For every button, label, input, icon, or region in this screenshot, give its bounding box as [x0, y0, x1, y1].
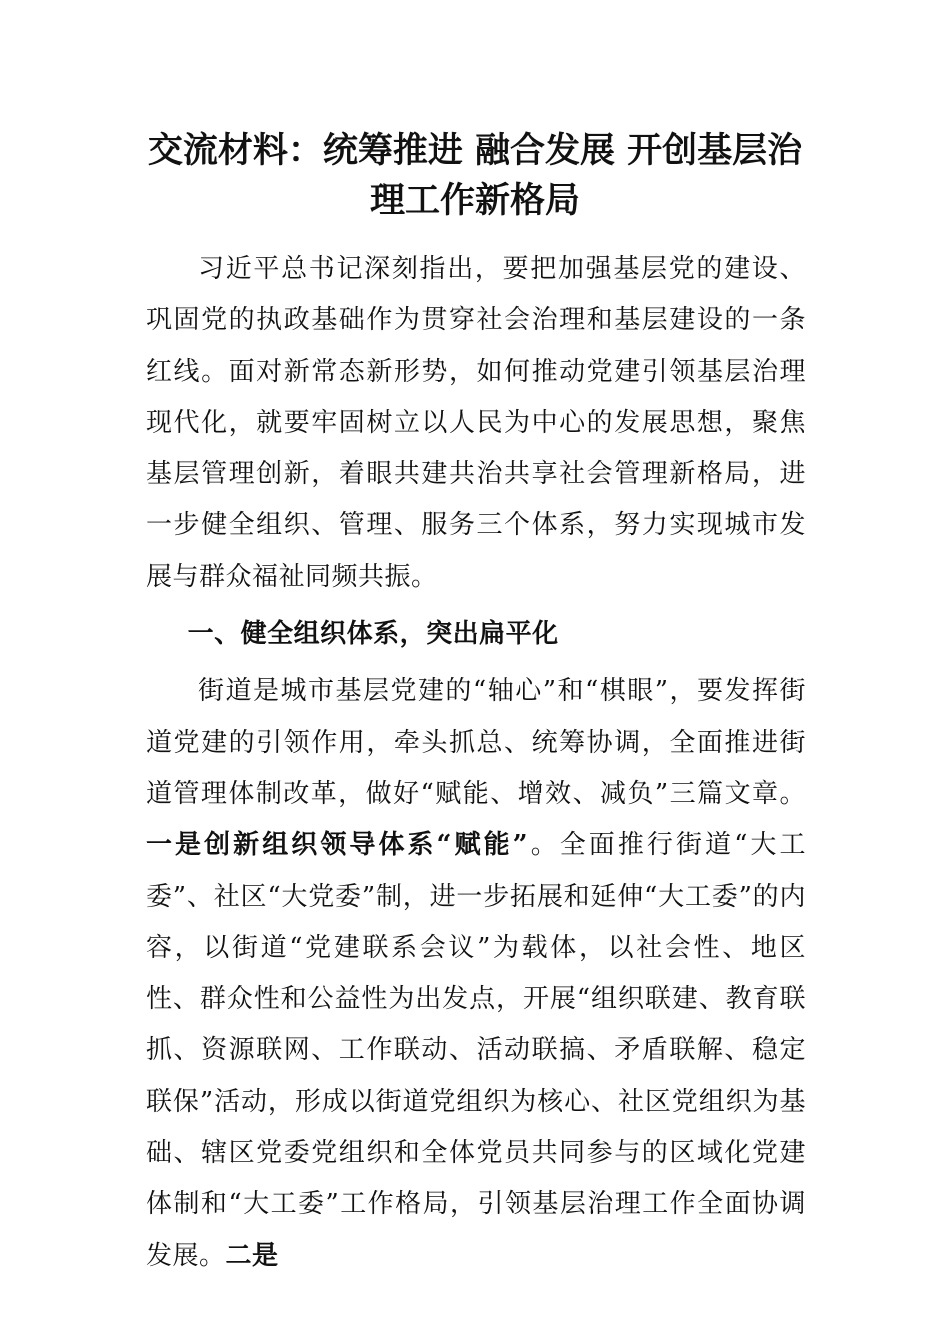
- intro-paragraph: 习近平总书记深刻指出，要把加强基层党的建设、巩固党的执政基础作为贯穿社会治理和基层建设的一条红线。面对新常态新形势，如何推动党建引领基层治理现代化，就要牢固树立以人民为中心的发展思想，聚焦基层管理创新，着眼共建共治共享社会管理新格局，进一步健全组织、管理、服务三个体系，努力实现城市发展与群众福祉同频共振。: [146, 254, 806, 592]
- document-title: 交流材料：统筹推进 融合发展 开创基层治理工作新格局: [147, 130, 803, 221]
- point-one-text: 。全面推行街道“大工委”、社区“大党委”制，进一步拓展和延伸“大工委”的内容，以街道“党建联系会议”为载体，以社会性、地区性、群众性和公益性为出发点，开展“组织联建、教育联抓、资源联网、工作联动、活动联搞、矛盾联解、稳定联保”活动，形成以街道党组织为核心、社区党组织为基础、辖区党委党组织和全体党员共同参与的区域化党建体制和“大工委”工作格局，引领基层治理工作全面协调发展。: [146, 830, 806, 1271]
- section-heading: 一、健全组织体系，突出扁平化: [187, 619, 559, 650]
- section-paragraph: [146, 666, 806, 1282]
- section-paragraph-start: 街道是城市基层党建的“轴心”和“棋眼”，要发挥街道党建的引领作用，牵头抓总、统筹协调，全面推进街道管理体制改革，做好“赋能、增效、减负”三篇文章。: [146, 676, 806, 809]
- document-body: [146, 244, 806, 1282]
- point-two-label: 二是: [225, 1240, 279, 1271]
- point-one-label: 一是创新组织领导体系“赋能”: [146, 830, 529, 861]
